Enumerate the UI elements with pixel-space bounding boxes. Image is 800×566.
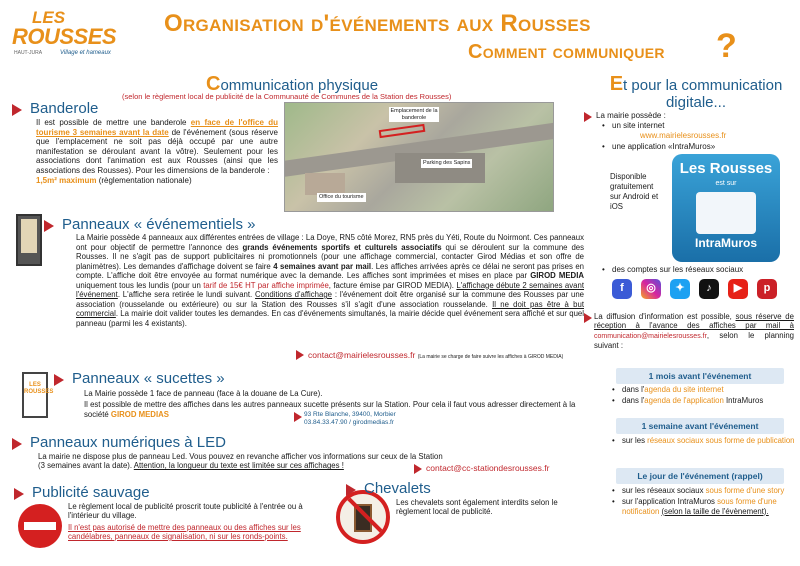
app-label: une application «IntraMuros» — [612, 142, 716, 151]
s1a: agenda du site internet — [644, 385, 724, 394]
evt-p3a: Conditions d'affichage — [255, 290, 333, 299]
instagram-icon[interactable]: ◎ — [641, 279, 661, 299]
s2a-post: sous forme de publication — [705, 436, 795, 445]
s2a: réseaux sociaux — [647, 436, 704, 445]
s3-item-b — [610, 497, 796, 516]
s1b-pre: dans l' — [622, 396, 645, 406]
app-item — [600, 142, 790, 152]
evt-p3c: Il ne doit pas être à but commercial — [76, 299, 584, 318]
led-title: Panneaux numériques à LED — [30, 434, 226, 451]
physique-subtitle: (selon le règlement local de publicité de la Communauté de Communes de la Station des Rousses) — [122, 92, 452, 101]
evenementiel-panel-icon — [16, 214, 42, 266]
logo-les: LES — [32, 8, 66, 27]
logo-haut-jura: HAUT-JURA — [14, 50, 43, 56]
evt-p1: La Mairie possède 4 panneaux aux différentes entrées de village : La Doye, RN5 côté Morez, RN5 près du Yéti, Route du Noirmont. — [76, 233, 532, 242]
s1b: agenda de l'application — [644, 396, 724, 406]
s2-item-a — [610, 436, 796, 445]
facebook-icon[interactable]: f — [612, 279, 632, 299]
evt-p3d: . La mairie doit valider toutes les demandes. En cas d'événements simultanés, la mairie décide quel événement sera affiché et sur quel panneau (parmi les 4 existants). — [76, 309, 584, 328]
s1-item-b — [610, 396, 796, 405]
site-url[interactable]: www.mairielesrousses.fr — [640, 131, 727, 140]
map-marker — [379, 124, 426, 138]
s3b-pre: sur l'application IntraMuros — [622, 497, 715, 507]
banderole-text — [36, 118, 278, 185]
diffusion-b: , selon le planning suivant : — [594, 330, 794, 351]
reseaux-list — [600, 265, 796, 277]
youtube-icon[interactable]: ▶ — [728, 279, 748, 299]
page-subtitle: Comment communiquer — [468, 41, 665, 63]
social-icons — [612, 279, 777, 299]
sauvage-p2: Il n'est pas autorisé de mettre des panneaux ou des affiches sur les candélabres, panneaux de signalisation, ni sur les ronds-points. — [68, 522, 301, 542]
evt-p2f: GIROD MEDIA — [530, 271, 584, 280]
evt-contact-arrow — [296, 350, 304, 360]
led-arrow — [12, 438, 22, 450]
site-item — [600, 121, 790, 131]
evt-p2k: . L'affiche sera retirée le lundi suivant. — [117, 290, 253, 299]
physique-title-first: C — [206, 73, 221, 95]
evt-contact-mail[interactable]: contact@mairielesrousses.fr — [308, 350, 416, 360]
banderole-link: en face de l'office du tourisme 3 semaines avant la date — [36, 118, 278, 137]
chevalets-text: Les chevalets sont également interdits selon le règlement local de publicité. — [396, 498, 558, 517]
physique-title-rest: ommunication physique — [220, 77, 379, 94]
led-p1: La mairie ne dispose plus de panneau Led. Vous pouvez en revanche afficher vos informations sur ceux de la Station — [38, 452, 443, 461]
evt-p2i: , facture émise par GIROD MEDIA). — [328, 280, 454, 290]
sucettes-p2: Il est possible de mettre des affiches dans les autres panneaux sucette présents sur la Station. Pour cela il faut vous adresser directement à la société — [84, 400, 576, 419]
led-p2: (3 semaines avant la date). — [38, 461, 133, 471]
evt-p2h: tarif de 15€ HT par affiche imprimée — [203, 280, 329, 290]
site-label: un site internet — [612, 121, 665, 130]
sucettes-p1: La Mairie possède 1 face de panneau (face à la douane de La Cure). — [84, 389, 323, 398]
sauvage-p1: Le règlement local de publicité proscrit toute publicité à l'entrée ou à l'intérieur du village. — [68, 502, 303, 521]
tiktok-icon[interactable]: ♪ — [699, 279, 719, 299]
led-contact-arrow — [414, 464, 422, 474]
s3-item-a — [610, 486, 796, 495]
banderole-title: Banderole — [30, 100, 99, 117]
map-label-parking: Parking des Sapins — [423, 160, 471, 166]
diffusion-u: sous réserve de réception à l'avance des affiches par mail à — [594, 312, 794, 331]
schedule-3-list — [610, 486, 796, 518]
logo-village: Village et hameaux — [60, 50, 111, 56]
chevalets-arrow — [346, 484, 356, 496]
banderole-p1: Il est possible de mettre une banderole — [36, 118, 187, 127]
s1-item-a — [610, 385, 796, 394]
evenementiels-arrow — [44, 220, 54, 232]
intramuros-t1: Les Rousses — [679, 160, 773, 177]
sauvage-text — [68, 502, 330, 541]
evt-p2g: uniquement tous les lundis (pour un — [76, 280, 201, 290]
mairie-possede: La mairie possède : — [596, 111, 666, 120]
s1b-post: IntraMuros — [726, 396, 764, 406]
girod-address — [304, 411, 396, 427]
evt-p2a: Ces panneaux ont pour objectif de permettre l'annonce des — [76, 233, 584, 252]
chevalets-title: Chevalets — [364, 480, 431, 497]
led-contact[interactable]: contact@cc-stationdesrousses.fr — [426, 463, 550, 473]
s3b-post: (selon la taille de l'évènement). — [661, 506, 769, 516]
schedule-1-week: 1 semaine avant l'événement — [616, 418, 784, 434]
chevalet-icon — [336, 490, 390, 544]
digital-title-first: E — [609, 73, 624, 95]
evt-p2d: 4 semaines avant par mail — [273, 261, 372, 271]
diffusion-text — [594, 312, 794, 350]
banderole-dims: 1,5m² maximum — [36, 175, 97, 185]
diffusion-arrow — [584, 313, 592, 323]
girod-arrow — [294, 412, 302, 422]
sucettes-title: Panneaux « sucettes » — [72, 370, 225, 387]
digital-title — [596, 72, 796, 112]
question-mark: ? — [716, 27, 737, 65]
pinterest-icon[interactable]: p — [757, 279, 777, 299]
evt-p3b: : l'événement doit être organisé sur la commune des Rousses par une association (rousselande ou extérieure) ou sur la Station des Rousses s'il s'agit d'une association rousselande. — [76, 290, 584, 309]
sucette-icon: LES ROUSSES — [22, 372, 48, 418]
evenementiels-text — [76, 233, 584, 328]
schedule-1-month: 1 mois avant l'événement — [616, 368, 784, 384]
evt-p2j: L'affichage débute 2 semaines avant l'événement — [76, 280, 585, 299]
intramuros-t2: est sur — [715, 180, 737, 187]
led-p2u: Attention, la longueur du texte est limitée sur ces affichages ! — [133, 461, 344, 471]
app-list — [600, 142, 790, 154]
evt-p2b: grands événements sportifs et culturels associatifs — [242, 242, 442, 252]
intramuros-t3: IntraMuros — [694, 236, 757, 251]
banderole-map — [284, 102, 554, 212]
sucettes-arrow — [54, 374, 64, 386]
sauvage-arrow — [14, 488, 24, 500]
digital-title-rest: t pour la communication — [623, 77, 783, 94]
intramuros-image — [672, 154, 780, 262]
reseaux-label: des comptes sur les réseaux sociaux — [612, 265, 744, 274]
sauvage-title: Publicité sauvage — [32, 484, 150, 501]
evt-contact-note: (La mairie se charge de faire suivre les affiches à GIROD MEDIA) — [417, 354, 564, 360]
digital-title-line2: digitale... — [665, 94, 727, 111]
logo — [6, 8, 126, 70]
girod-addr2: 03.84.33.47.90 / girodmedias.fr — [304, 418, 394, 426]
page-title: Organisation d'événements aux Rousses — [164, 10, 591, 37]
reseaux-item — [600, 265, 796, 275]
girod-addr1: 93 Rte Blanche, 39400, Morbier — [304, 411, 396, 418]
s3a: sous forme d'une story — [705, 486, 785, 495]
s3a-pre: sur les réseaux sociaux — [622, 486, 704, 495]
evt-contact[interactable] — [308, 350, 563, 360]
banderole-dims-note: (règlementation nationale) — [98, 175, 192, 185]
evt-p2e: . Les affiches arrivées après ce délai ne seront pas prises en compte. L'affiche doit être envoyée au format numérique avec la demande. Les affiches sont imprimées et mises en place par — [76, 261, 584, 280]
schedule-1-list — [610, 385, 796, 408]
evt-p2c: qui se déroulent sur la commune des Rousses. Il ne s'agit pas de support publicitaires ni promotionnels (pour une affichage commercial, contacter Girod Médias et son offre de planimètres). Les demandes d'affichage doivent se faire — [76, 242, 585, 271]
s2a-pre: sur les — [622, 436, 645, 445]
no-entry-icon — [18, 504, 62, 548]
sucettes-girod: GIROD MEDIAS — [110, 409, 169, 419]
banderole-arrow — [12, 104, 22, 116]
banderole-p1-rest: de l'événement (sous réserve que l'emplacement ne soit pas déjà occupé par une autre manifestation se déroulant avant la vôtre). Seulement pour les associations dont l'animation est aux Rousses (ainsi que les associations des Rousses). Pour les dimensions de la banderole : — [36, 127, 278, 175]
diffusion-a: La diffusion d'information est possible, — [594, 312, 732, 321]
s3b: sous forme d'une notification — [622, 497, 777, 516]
map-building — [305, 173, 345, 195]
twitter-icon[interactable]: ✦ — [670, 279, 690, 299]
map-label-office: Office du tourisme — [319, 194, 364, 200]
map-parking — [395, 153, 485, 183]
logo-rousses: ROUSSES — [12, 24, 117, 49]
diffusion-mail[interactable]: communication@mairielesrousses.fr — [594, 332, 707, 340]
schedule-day: Le jour de l'événement (rappel) — [616, 468, 784, 484]
schedule-2-list — [610, 436, 796, 447]
evenementiels-title: Panneaux « événementiels » — [62, 216, 256, 233]
s1a-pre: dans l' — [622, 385, 645, 394]
map-label-emplacement: Emplacement de la banderole — [390, 108, 438, 121]
mairie-arrow — [584, 112, 592, 122]
app-dispo: Disponible gratuitement sur Android et iOS — [610, 172, 659, 212]
